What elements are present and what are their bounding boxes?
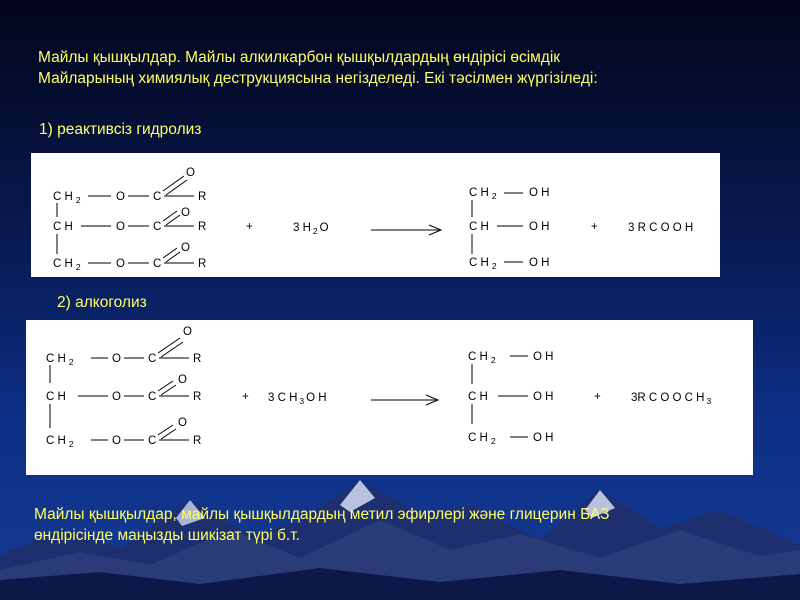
- carboxylic-acid-product: 3 R C O O H: [628, 222, 694, 234]
- ch2-top: C H $_2$: [53, 191, 81, 205]
- carbonyl-o-middle: O: [181, 207, 190, 219]
- glycerol-ch2-top: C H $_2$: [469, 187, 497, 201]
- plus-sign-1: +: [242, 391, 249, 403]
- ch2-bottom: C H $_2$: [53, 258, 81, 272]
- reaction-arrow-2: [371, 395, 438, 405]
- carbon-top: C: [153, 191, 162, 203]
- oxygen-top: O: [116, 191, 125, 203]
- method-2-label: 2) алкоголиз: [57, 294, 147, 311]
- carbon-top: C: [148, 353, 157, 365]
- conclusion-line-2: өндірісінде маңызды шикізат түрі б.т.: [34, 527, 300, 544]
- hydrolysis-reaction-panel: [31, 153, 720, 277]
- oxygen-bottom: O: [112, 435, 121, 447]
- methyl-ester-product: 3R C O O C H $_3$: [631, 392, 712, 406]
- carbon-bottom: C: [148, 435, 157, 447]
- alcoholysis-reaction-scheme: [26, 320, 753, 475]
- oxygen-middle: O: [112, 391, 121, 403]
- glycerol-oh-top: O H: [529, 187, 550, 199]
- conclusion-line-1: Майлы қышқылдар, майлы қышқылдардың метил эфирлері және глицерин БАЗ: [34, 506, 610, 523]
- plus-sign-2: +: [594, 391, 601, 403]
- r-bottom: R: [198, 258, 207, 270]
- r-middle: R: [193, 391, 202, 403]
- r-middle: R: [198, 221, 207, 233]
- oxygen-top: O: [112, 353, 121, 365]
- glycerol-oh-middle: O H: [533, 391, 554, 403]
- glycerol-oh-top: O H: [533, 351, 554, 363]
- carbonyl-o-top: O: [183, 326, 192, 338]
- carbonyl-o-middle: O: [178, 374, 187, 386]
- ch-middle: C H: [53, 221, 73, 233]
- method-1-label: 1) реактивсіз гидролиз: [39, 121, 202, 138]
- intro-paragraph: [38, 47, 778, 89]
- plus-sign-1: +: [246, 221, 253, 233]
- intro-line-1: Майлы қышқылдар. Майлы алкилкарбон қышқылдардың өндірісі өсімдік: [38, 49, 561, 66]
- r-top: R: [193, 353, 202, 365]
- oxygen-middle: O: [116, 221, 125, 233]
- alcoholysis-reaction-panel: [26, 320, 753, 475]
- r-top: R: [198, 191, 207, 203]
- carbon-middle: C: [148, 391, 157, 403]
- carbonyl-o-top: O: [186, 167, 195, 179]
- oxygen-bottom: O: [116, 258, 125, 270]
- ch-middle: C H: [46, 391, 66, 403]
- intro-line-2: Майларының химиялық деструкциясына негізделеді. Екі тәсілмен жүргізіледі:: [38, 70, 598, 87]
- glycerol-oh-bottom: O H: [529, 257, 550, 269]
- ch2-top: C H $_2$: [46, 353, 74, 367]
- methanol-reagent: 3 C H $_3$ O H: [268, 392, 327, 406]
- ch2-bottom: C H $_2$: [46, 435, 74, 449]
- conclusion-paragraph: [34, 504, 784, 546]
- glycerol-ch2-bottom: C H $_2$: [468, 432, 496, 446]
- glycerol-oh-bottom: O H: [533, 432, 554, 444]
- carbonyl-o-bottom: O: [178, 417, 187, 429]
- glycerol-ch2-top: C H $_2$: [468, 351, 496, 365]
- glycerol-oh-middle: O H: [529, 221, 550, 233]
- glycerol-ch-middle: C H: [468, 391, 488, 403]
- r-bottom: R: [193, 435, 202, 447]
- carbon-bottom: C: [153, 258, 162, 270]
- carbonyl-o-bottom: O: [181, 242, 190, 254]
- reaction-arrow-1: [371, 225, 441, 235]
- plus-sign-2: +: [591, 221, 598, 233]
- water-reagent: 3 H $_2$ O: [293, 222, 329, 236]
- glycerol-ch2-bottom: C H $_2$: [469, 257, 497, 271]
- glycerol-ch-middle: C H: [469, 221, 489, 233]
- carbon-middle: C: [153, 221, 162, 233]
- hydrolysis-reaction-scheme: [31, 153, 720, 277]
